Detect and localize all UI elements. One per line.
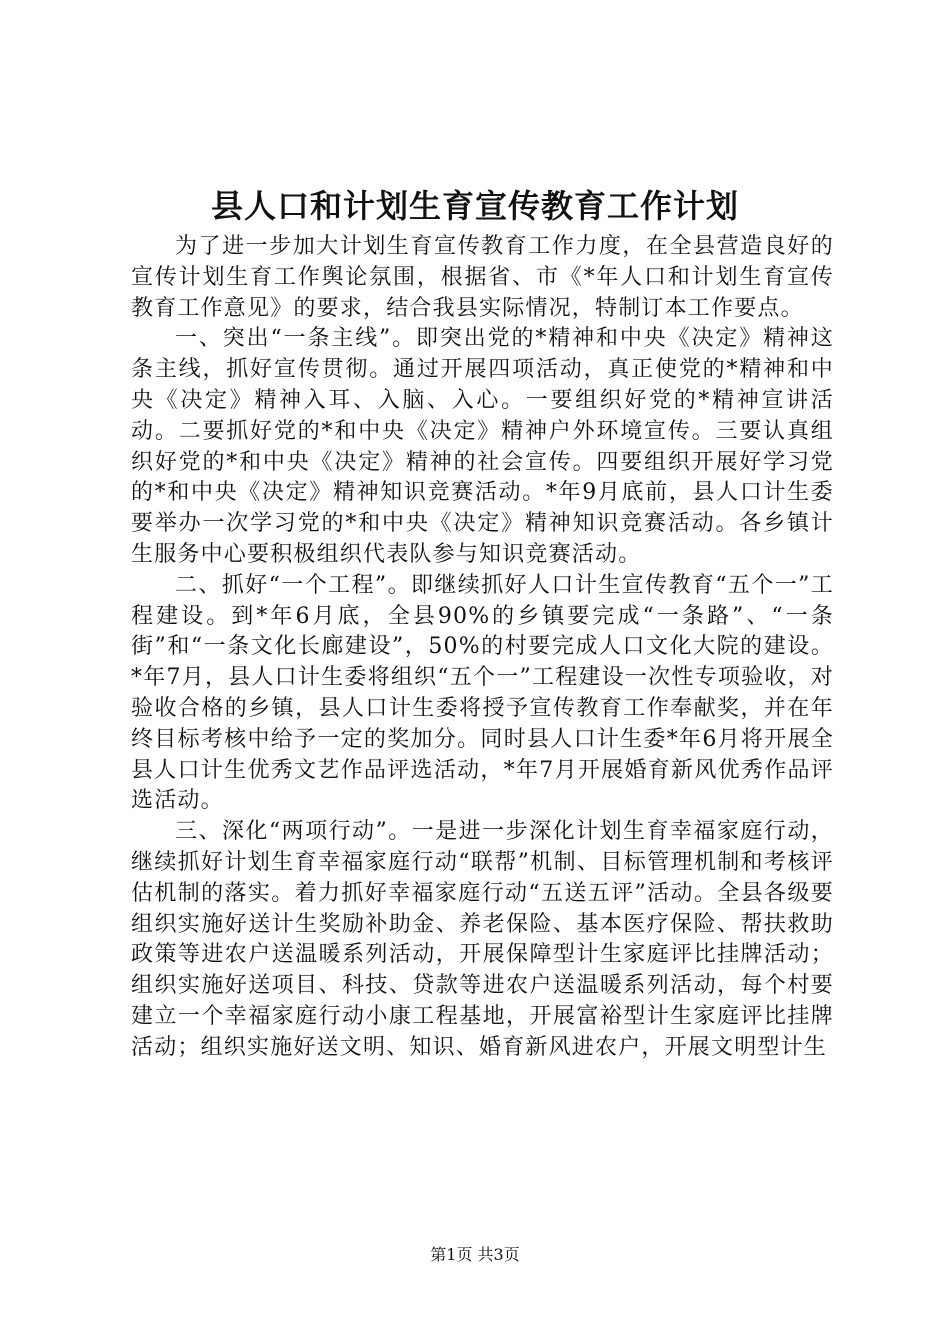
paragraph-section-2: 二、抓好“一个工程”。即继续抓好人口计生宣传教育“五个一”工程建设。到*年6月底，全县90%的乡镇要完成“一条路”、“一条街”和“一条文化长廊建设”，50%的村要完成人口文化大院的建设。*年7月，县人口计生委将组织“五个一”工程建设一次性专项验收，对验收合格的乡镇，县人口计生委将授予宣传教育工作奉献奖，并在年终目标考核中给予一定的奖加分。同时县人口计生委*年6月将开展全县人口计生优秀文艺作品评选活动，*年7月开展婚育新风优秀作品评选活动。 [131,572,834,814]
document-body [131,232,834,1064]
paragraph-section-1: 一、突出“一条主线”。即突出党的*精神和中央《决定》精神这条主线，抓好宣传贯彻。通过开展四项活动，真正使党的*精神和中央《决定》精神入耳、入脑、入心。一要组织好党的*精神宣讲活动。二要抓好党的*和中央《决定》精神户外环境宣传。三要认真组织好党的*和中央《决定》精神的社会宣传。四要组织开展好学习党的*和中央《决定》精神知识竞赛活动。*年9月底前，县人口计生委要举办一次学习党的*和中央《决定》精神知识竞赛活动。各乡镇计生服务中心要积极组织代表队参与知识竞赛活动。 [131,326,834,567]
document-title: 县人口和计划生育宣传教育工作计划 [210,187,739,225]
page-number-footer: 第1页 共3页 [430,1245,520,1264]
paragraph-intro: 为了进一步加大计划生育宣传教育工作力度，在全县营造良好的宣传计划生育工作舆论氛围，根据省、市《*年人口和计划生育宣传教育工作意见》的要求，结合我县实际情况，特制订本工作要点。 [131,234,834,321]
paragraph-section-3: 三、深化“两项行动”。一是进一步深化计划生育幸福家庭行动，继续抓好计划生育幸福家庭行动“联帮”机制、目标管理机制和考核评估机制的落实。着力抓好幸福家庭行动“五送五评”活动。全县各级要组织实施好送计生奖励补助金、养老保险、基本医疗保险、帮扶救助政策等进农户送温暖系列活动，开展保障型计生家庭评比挂牌活动；组织实施好送项目、科技、贷款等进农户送温暖系列活动，每个村要建立一个幸福家庭行动小康工程基地，开展富裕型计生家庭评比挂牌活动；组织实施好送文明、知识、婚育新风进农户，开展文明型计生 [131,819,834,1060]
